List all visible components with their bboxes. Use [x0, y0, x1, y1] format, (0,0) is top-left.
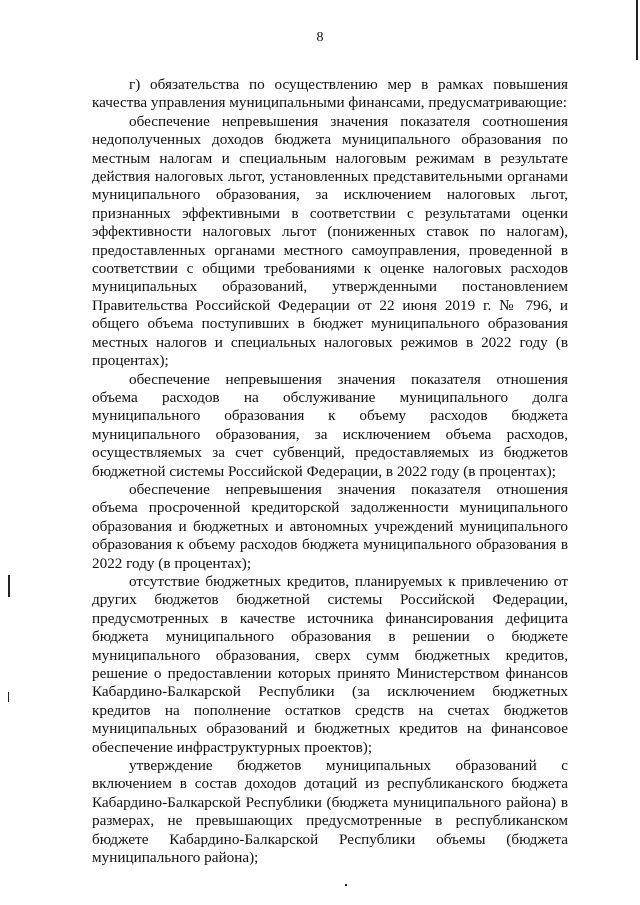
paragraph-budget-credits: отсутствие бюджетных кредитов, планируемых к привлечению от других бюджетов бюджетной системы Российской Федерации, предусмотренных в качестве источника финансирования дефицита бюджета муниципального образования в решении о бюджете муниципального образования, сверх сумм бюджетных кредитов, решение о предоставлении которых принято Министерством финансов Кабардино-Балкарской Республики (за исключением бюджетных кредитов на пополнение остатков средств на счетах бюджетов муниципальных образований и бюджетных кредитов на финансовое обеспечение инфраструктурных проектов);: [92, 572, 568, 756]
page-number: 8: [316, 30, 324, 45]
paragraph-obligations-intro: г) обязательства по осуществлению мер в рамках повышения качества управления муниципальными финансами, предусматривающие:: [92, 76, 568, 112]
paragraph-overdue-payables-ratio: обеспечение непревышения значения показателя отношения объема просроченной кредиторской задолженности муниципального образования и бюджетных и автономных учреждений муниципального образования к объему расходов бюджета муниципального образования в 2022 году (в процентах);: [92, 480, 568, 572]
document-body: [92, 76, 568, 867]
scan-artifact-mark: [8, 575, 10, 597]
paragraph-debt-service-ratio: обеспечение непревышения значения показателя отношения объема расходов на обслуживание муниципального долга муниципального образования к объему расходов бюджета муниципального образования, за исключением объема расходов, осуществляемых за счет субвенций, предоставляемых из бюджетов бюджетной системы Российской Федерации, в 2022 году (в процентах);: [92, 370, 568, 480]
paragraph-tax-benefits-ratio: обеспечение непревышения значения показателя соотношения недополученных доходов бюджета муниципального образования по местным налогам и специальным налоговым режимам в результате действия налоговых льгот, установленных представительными органами муниципального образования, за исключением налоговых льгот, признанных эффективными в соответствии с результатами оценки эффективности налоговых льгот (пониженных ставок по налогам), предоставленных органами местного самоуправления, проведенной в соответствии с общими требованиями к оценке налоговых расходов муниципальных образований, утвержденными постановлением Правительства Российской Федерации от 22 июня 2019 г. № 796, и общего объема поступивших в бюджет муниципального образования местных налогов и специальных налоговых режимов в 2022 году (в процентах);: [92, 112, 568, 370]
scan-artifact-mark: [8, 692, 9, 702]
scan-artifact-dot: [345, 884, 347, 886]
paragraph-budget-approval: утверждение бюджетов муниципальных образований с включением в состав доходов дотаций из республиканского бюджета Кабардино-Балкарской Республики (бюджета муниципального района) в размерах, не превышающих предусмотренные в республиканском бюджете Кабардино-Балкарской Республики объемы (бюджета муниципального района);: [92, 757, 568, 867]
